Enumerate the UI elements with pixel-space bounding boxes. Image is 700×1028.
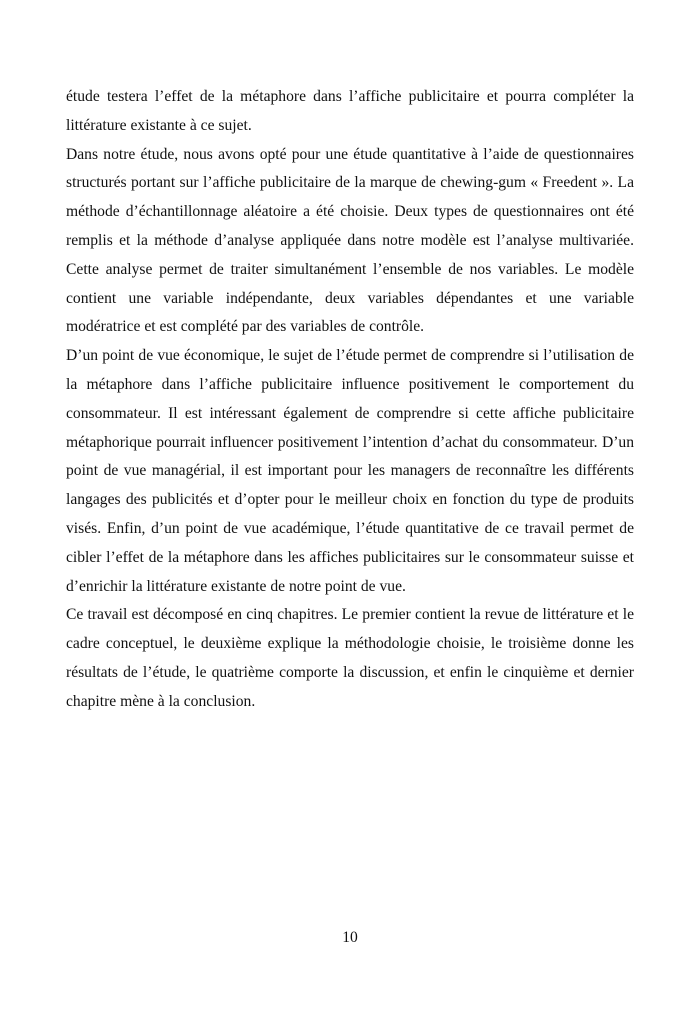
body-text <box>66 83 634 717</box>
paragraph-structure: Ce travail est décomposé en cinq chapitres. Le premier contient la revue de littérature et le cadre conceptuel, le deuxième explique la méthodologie choisie, le troisième donne les résultats de l’étude, le quatrième comporte la discussion, et enfin le cinquième et dernier chapitre mène à la conclusion. <box>66 606 634 710</box>
paragraph-methodology: Dans notre étude, nous avons opté pour une étude quantitative à l’aide de questionnaires structurés portant sur l’affiche publicitaire de la marque de chewing-gum « Freedent ». La méthode d’échantillonnage aléatoire a été choisie. Deux types de questionnaires ont été remplis et la méthode d’analyse appliquée dans notre modèle est l’analyse multivariée. Cette analyse permet de traiter simultanément l’ensemble de nos variables. Le modèle contient une variable indépendante, deux variables dépendantes et une variable modératrice et est complété par des variables de contrôle. <box>66 145 634 336</box>
page-number: 10 <box>342 929 358 946</box>
paragraph-relevance: D’un point de vue économique, le sujet de l’étude permet de comprendre si l’utilisation de la métaphore dans l’affiche publicitaire influence positivement le comportement du consommateur. Il est intéressant également de comprendre si cette affiche publicitaire métaphorique pourrait influencer positivement l’intention d’achat du consommateur. D’un point de vue managérial, il est important pour les managers de reconnaître les différents langages des publicités et d’opter pour le meilleur choix en fonction du type de produits visés. Enfin, d’un point de vue académique, l’étude quantitative de ce travail permet de cibler l’effet de la métaphore dans les affiches publicitaires sur le consommateur suisse et d’enrichir la littérature existante de notre point de vue. <box>66 347 634 595</box>
paragraph-intro-continuation: étude testera l’effet de la métaphore dans l’affiche publicitaire et pourra compléter la littérature existante à ce sujet. <box>66 88 634 134</box>
